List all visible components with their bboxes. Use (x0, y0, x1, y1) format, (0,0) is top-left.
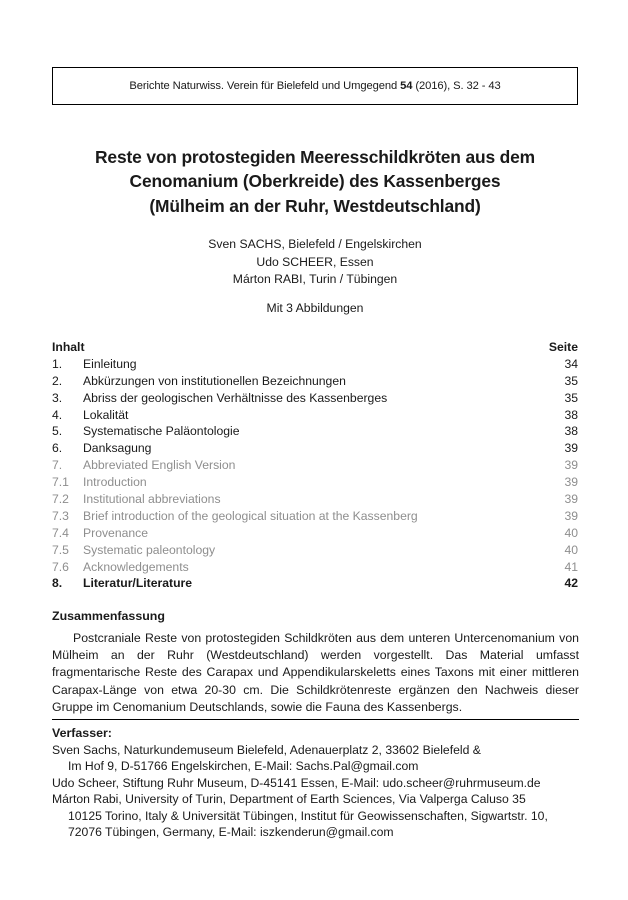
toc-entry-number: 7.5 (52, 542, 69, 557)
toc-header-page: Seite (548, 340, 578, 354)
toc-entry-label: Lokalität (83, 407, 129, 422)
journal-citation-box (52, 67, 578, 105)
author-line-1: Sven SACHS, Bielefeld / Engelskirchen (208, 237, 422, 251)
toc-entry-page: 39 (564, 475, 578, 490)
toc-entry-label: Systematische Paläontologie (83, 424, 240, 439)
abstract-heading: Zusammenfassung (52, 609, 165, 623)
title-line-3: (Mülheim an der Ruhr, Westdeutschland) (149, 195, 481, 216)
toc-entry-page: 38 (564, 424, 578, 439)
toc-entry-number: 8. (52, 576, 63, 591)
toc-entry-label: Abkürzungen von institutionellen Bezeichnungen (83, 373, 346, 388)
toc-entry-number: 4. (52, 407, 63, 422)
toc-entry[interactable] (52, 390, 578, 407)
toc-entry-label: Institutional abbreviations (83, 492, 221, 507)
toc-entry[interactable] (52, 356, 578, 373)
journal-citation-line (129, 80, 500, 92)
toc-entry[interactable] (52, 525, 578, 542)
toc-entry-page: 39 (564, 508, 578, 523)
verfasser-line: 10125 Torino, Italy & Universität Tübingen, Institut für Geowissenschaften, Sigwartstr. 10, (68, 808, 548, 823)
toc-entry-number: 7. (52, 458, 63, 473)
author-line-2: Udo SCHEER, Essen (256, 254, 374, 269)
toc-entry-page: 39 (564, 492, 578, 507)
toc-header-label: Inhalt (52, 340, 85, 354)
toc-entry-page: 35 (564, 373, 578, 388)
toc-entry[interactable] (52, 542, 578, 559)
toc-entry-number: 7.1 (52, 475, 69, 490)
title-line-1: Reste von protostegiden Meeresschildkröten aus dem (95, 146, 535, 167)
toc-entry[interactable] (52, 440, 578, 457)
toc-entry-label: Introduction (83, 475, 147, 490)
title-line-2: Cenomanium (Oberkreide) des Kassenberges (129, 171, 501, 192)
verfasser-line: Márton Rabi, University of Turin, Department of Earth Sciences, Via Valperga Caluso 35 (52, 792, 526, 807)
toc-entry-page: 41 (564, 559, 578, 574)
toc-entry-page: 40 (564, 525, 578, 540)
toc-entry-label: Acknowledgements (83, 559, 189, 574)
journal-year-pages: (2016), S. 32 - 43 (412, 80, 501, 92)
toc-entry[interactable] (52, 508, 578, 525)
toc-entry-label: Literatur/Literature (83, 576, 193, 591)
verfasser-line: Im Hof 9, D-51766 Engelskirchen, E-Mail: Sachs.Pal@gmail.com (68, 759, 419, 774)
toc-entry-number: 7.2 (52, 492, 69, 507)
author-list (52, 236, 578, 289)
toc-entry-number: 2. (52, 373, 63, 388)
footer-divider (52, 719, 579, 720)
verfasser-address-block (52, 742, 582, 840)
journal-volume: 54 (400, 80, 413, 92)
toc-entry-page: 38 (564, 407, 578, 422)
verfasser-line: Sven Sachs, Naturkundemuseum Bielefeld, Adenauerplatz 2, 33602 Bielefeld & (52, 743, 481, 757)
toc-entry[interactable] (52, 559, 578, 576)
toc-entry-page: 39 (564, 441, 578, 456)
toc-entry-label: Systematic paleontology (83, 542, 216, 557)
verfasser-line: Udo Scheer, Stiftung Ruhr Museum, D-45141 Essen, E-Mail: udo.scheer@ruhrmuseum.de (52, 775, 541, 790)
toc-entry-number: 1. (52, 356, 63, 371)
toc-entry-number: 7.4 (52, 525, 69, 540)
toc-entry-label: Abbreviated English Version (83, 458, 236, 473)
abstract-body: Postcraniale Reste von protostegiden Schildkröten aus dem unteren Untercenomanium von Mülheim an der Ruhr (Westdeutschland) werden vorgestellt. Das Material umfasst fragmentarische Reste des Carapax und Appendikularskeletts eines Taxons mit einer mittleren Carapax-Länge von etwa 20-30 cm. Die Schildkrötenreste ergänzen den Nachweis dieser Gruppe im Cenomanium Deutschlands, sowie die Fauna des Kassenbergs. (52, 631, 579, 714)
page-title (52, 145, 578, 219)
toc-entry-number: 7.6 (52, 559, 69, 574)
figure-count-note: Mit 3 Abbildungen (266, 301, 364, 315)
toc-entry[interactable] (52, 491, 578, 508)
toc-entry-label: Danksagung (83, 441, 152, 456)
toc-entry-page: 34 (564, 356, 578, 371)
toc-entry-page: 39 (564, 458, 578, 473)
toc-entry-number: 6. (52, 441, 63, 456)
toc-entry-number: 7.3 (52, 508, 69, 523)
toc-entry-label: Abriss der geologischen Verhältnisse des Kassenberges (83, 390, 388, 405)
toc-entry-page: 42 (564, 576, 578, 591)
verfasser-heading: Verfasser: (52, 726, 112, 740)
toc-entry-label: Provenance (83, 525, 149, 540)
toc-entry-page: 40 (564, 542, 578, 557)
toc-entry-page: 35 (564, 390, 578, 405)
toc-entry-number: 3. (52, 390, 63, 405)
toc-header-row (52, 339, 578, 356)
verfasser-line: 72076 Tübingen, Germany, E-Mail: iszkenderun@gmail.com (68, 825, 394, 840)
toc-entry-label: Brief introduction of the geological situation at the Kassenberg (83, 508, 418, 523)
toc-entry-number: 5. (52, 424, 63, 439)
toc-entry[interactable] (52, 575, 578, 592)
toc-entry[interactable] (52, 423, 578, 440)
toc-entry-label: Einleitung (83, 356, 137, 371)
journal-name: Berichte Naturwiss. Verein für Bielefeld und Umgegend (129, 80, 401, 92)
toc-entry[interactable] (52, 474, 578, 491)
table-of-contents (52, 339, 578, 592)
toc-entry[interactable] (52, 407, 578, 424)
toc-row-container (52, 356, 578, 592)
toc-entry[interactable] (52, 457, 578, 474)
toc-entry[interactable] (52, 373, 578, 390)
author-line-3: Márton RABI, Turin / Tübingen (232, 272, 398, 287)
